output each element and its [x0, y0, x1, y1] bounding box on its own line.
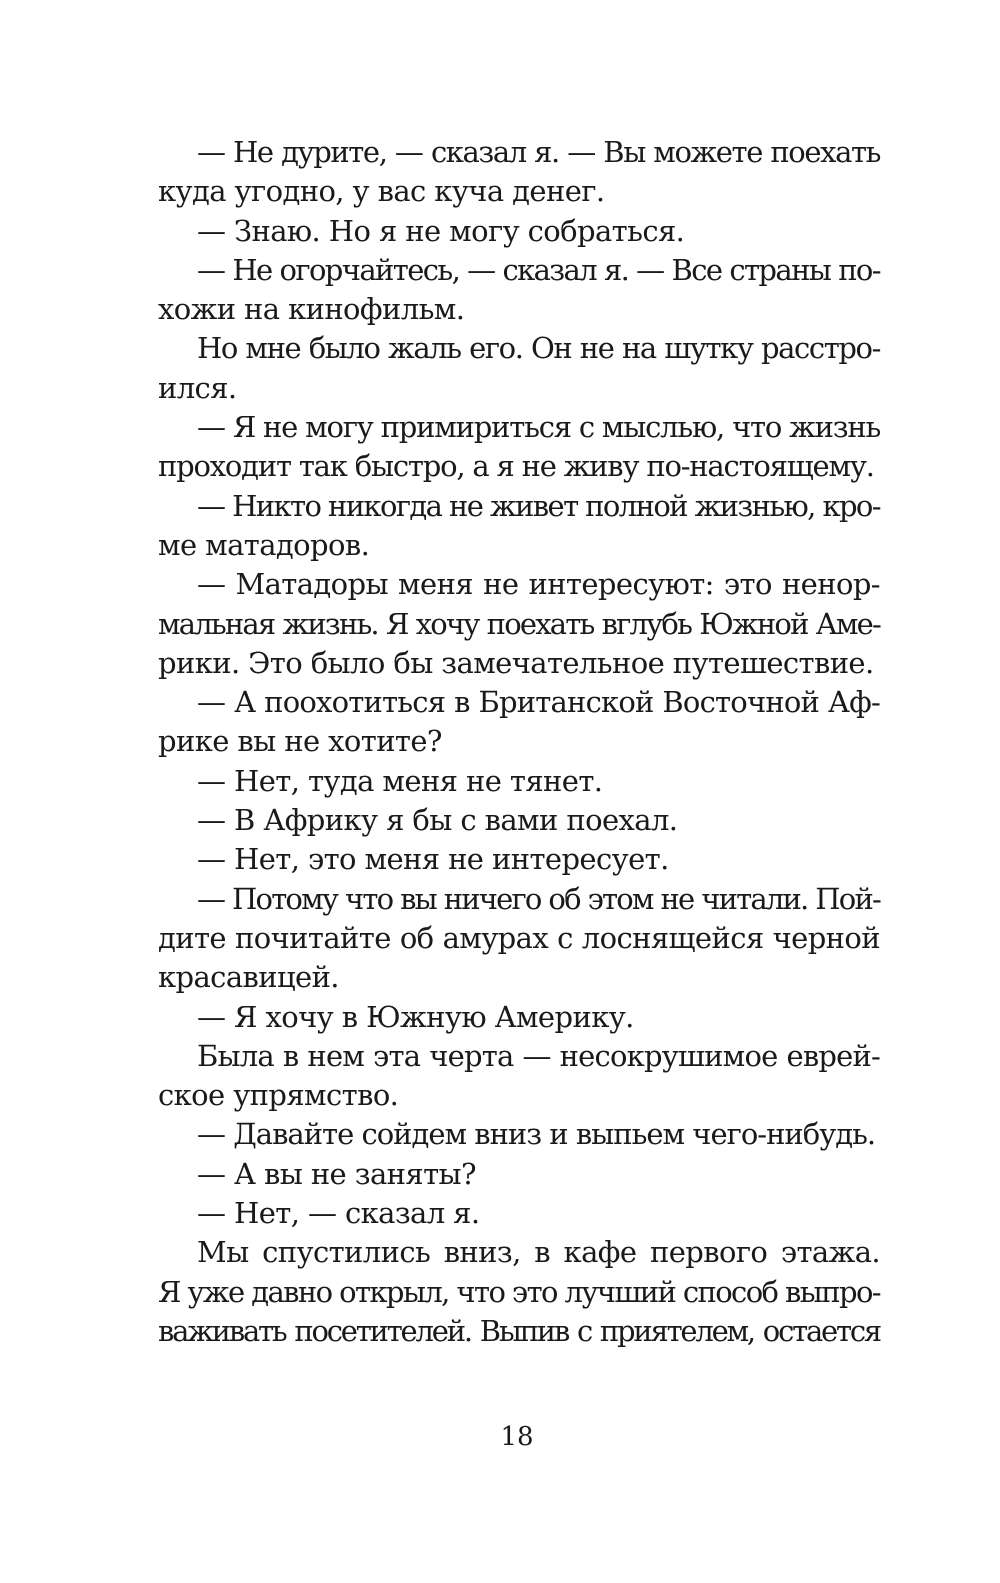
text-line: ское упрямство. [158, 1078, 399, 1113]
text-line: — Нет, — сказал я. [197, 1196, 480, 1231]
text-line: — Нет, туда меня не тянет. [197, 763, 603, 798]
text-line: рике вы не хотите? [158, 724, 442, 759]
text-line: ме матадоров. [158, 527, 370, 562]
text-line: дите почитайте об амурах с лоснящейся черной [158, 920, 880, 955]
text-line: куда угодно, у вас куча денег. [158, 174, 605, 209]
text-line: рики. Это было бы замечательное путешествие. [158, 645, 874, 680]
page-text [158, 133, 880, 1351]
text-line: важивать посетителей. Выпив с приятелем, остается [158, 1313, 880, 1348]
text-line: мальная жизнь. Я хочу поехать вглубь Южной Аме- [158, 606, 880, 641]
text-line: — Никто никогда не живет полной жизнью, кро- [197, 488, 880, 523]
text-line: Но мне было жаль его. Он не на шутку расстро- [197, 331, 880, 366]
text-line: — Давайте сойдем вниз и выпьем чего-нибудь. [197, 1117, 876, 1152]
text-line: — А поохотиться в Британской Восточной Аф- [197, 685, 880, 720]
text-line: — Не огорчайтесь, — сказал я. — Все страны по- [197, 252, 880, 287]
text-line: — А вы не заняты? [197, 1156, 476, 1191]
text-line: ился. [158, 370, 237, 405]
text-line: — Знаю. Но я не могу собраться. [197, 213, 685, 248]
text-line: красавицей. [158, 960, 339, 995]
text-line: Была в нем эта черта — несокрушимое еврей- [197, 1038, 880, 1073]
text-line: Я уже давно открыл, что это лучший способ выпро- [158, 1274, 880, 1309]
text-line: Мы спустились вниз, в кафе первого этажа. [197, 1235, 880, 1270]
text-line: — Потому что вы ничего об этом не читали. Пой- [197, 881, 880, 916]
text-line: — Нет, это меня не интересует. [197, 842, 669, 877]
text-line: — Матадоры меня не интересуют: это ненор- [197, 567, 880, 602]
page-number: 18 [500, 1422, 534, 1452]
text-line: хожи на кинофильм. [158, 292, 465, 327]
text-line: — В Африку я бы с вами поехал. [197, 803, 678, 838]
text-line: — Я хочу в Южную Америку. [197, 999, 634, 1034]
text-line: — Не дурите, — сказал я. — Вы можете поехать [197, 135, 880, 169]
text-line: проходит так быстро, а я не живу по-настоящему. [158, 449, 874, 484]
text-line: — Я не могу примириться с мыслью, что жизнь [197, 410, 881, 445]
